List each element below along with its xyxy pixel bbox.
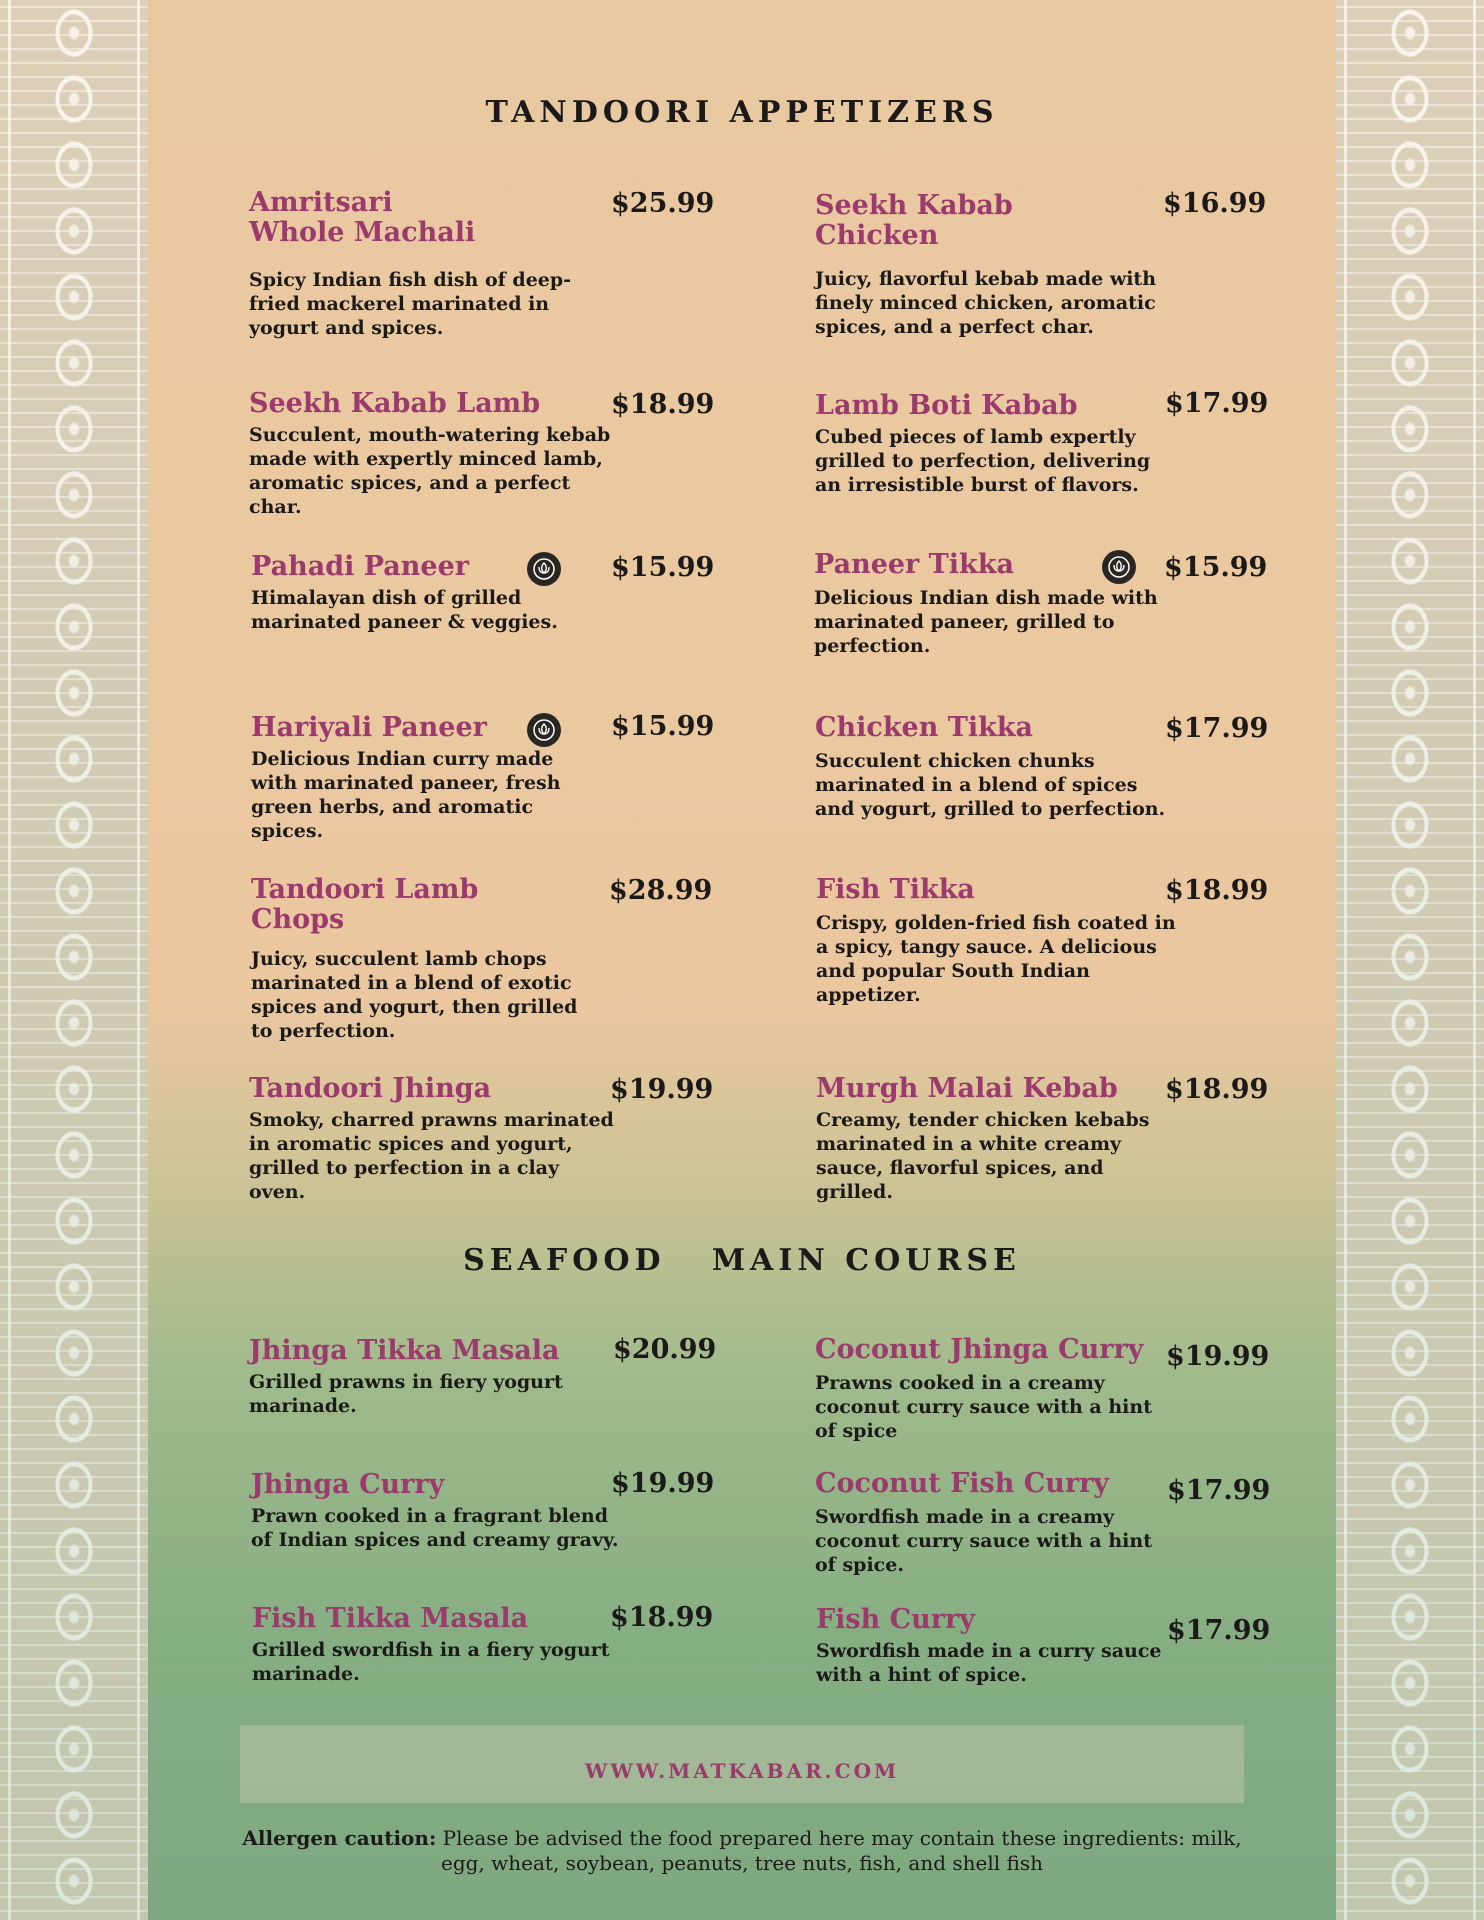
item-description: Himalayan dish of grilled marinated paneer & veggies.: [251, 587, 558, 633]
item-description: Grilled prawns in fiery yogurt marinade.: [249, 1371, 563, 1417]
item-description: Juicy, succulent lamb chops marinated in a blend of exotic spices and yogurt, then grilled to perfection.: [251, 948, 578, 1042]
section-title-tandoori: TANDOORI APPETIZERS: [485, 95, 999, 130]
item-description: Succulent, mouth-watering kebab made with expertly minced lamb, aromatic spices, and a perfect char.: [249, 424, 611, 518]
allergen-text: Please be advised the food prepared here may contain these ingredients: milk, egg, wheat, soybean, peanuts, tree nuts, fish, and shell fish: [436, 1826, 1242, 1875]
item-name: Paneer Tikka: [814, 549, 1014, 580]
menu-item: [815, 388, 1305, 497]
item-description: Creamy, tender chicken kebabs marinated in a white creamy sauce, flavorful spices, and grilled.: [816, 1109, 1150, 1203]
item-price: $19.99: [611, 1468, 715, 1499]
item-description: Juicy, flavorful kebab made with finely minced chicken, aromatic spices, and a perfect char.: [815, 268, 1157, 338]
item-description: Swordfish made in a creamy coconut curry sauce with a hint of spice.: [815, 1506, 1152, 1576]
item-description: Smoky, charred prawns marinated in aromatic spices and yogurt, grilled to perfection in a clay oven.: [249, 1109, 614, 1203]
menu-item: [816, 875, 1306, 1007]
item-name: Jhinga Tikka Masala: [249, 1335, 560, 1366]
item-price: $18.99: [611, 389, 715, 420]
item-name: Murgh Malai Kebab: [816, 1073, 1118, 1104]
item-price: $18.99: [1165, 1074, 1269, 1105]
menu-item: [815, 1335, 1305, 1443]
item-price: $16.99: [1163, 188, 1267, 219]
menu-item: [816, 1074, 1306, 1204]
menu-item: [251, 552, 741, 634]
item-price: $18.99: [1165, 875, 1269, 906]
item-description: Crispy, golden-fried fish coated in a spicy, tangy sauce. A delicious and popular South Indian appetizer.: [816, 912, 1176, 1006]
item-price: $15.99: [611, 711, 715, 742]
item-description: Delicious Indian dish made with marinated paneer, grilled to perfection.: [814, 587, 1158, 657]
menu-item: [815, 188, 1305, 339]
menu-item: [815, 1469, 1305, 1577]
item-price: $18.99: [610, 1602, 714, 1633]
item-name: Pahadi Paneer: [251, 551, 470, 582]
section-title-seafood: SEAFOOD MAIN COURSE: [463, 1243, 1021, 1278]
item-price: $17.99: [1167, 1615, 1271, 1646]
item-name: Seekh Kabab Chicken: [815, 190, 1013, 251]
website-link[interactable]: WWW.MATKABAR.COM: [584, 1759, 900, 1783]
item-name: Hariyali Paneer: [251, 712, 487, 743]
item-name: Chicken Tikka: [815, 712, 1033, 743]
menu-item: [251, 1470, 741, 1552]
item-name: Jhinga Curry: [251, 1469, 445, 1500]
menu-item: [251, 875, 741, 1043]
item-description: Prawns cooked in a creamy coconut curry sauce with a hint of spice: [815, 1372, 1152, 1442]
menu-item: [252, 1604, 742, 1686]
menu-item: [816, 1605, 1306, 1687]
item-name: Fish Curry: [816, 1604, 975, 1635]
item-name: Amritsari Whole Machali: [249, 187, 476, 248]
item-name: Tandoori Lamb Chops: [251, 874, 479, 935]
item-description: Spicy Indian fish dish of deep-fried mackerel marinated in yogurt and spices.: [249, 269, 572, 339]
item-price: $17.99: [1167, 1475, 1271, 1506]
item-description: Prawn cooked in a fragrant blend of Indian spices and creamy gravy.: [251, 1505, 619, 1551]
item-price: $17.99: [1165, 388, 1269, 419]
item-name: Fish Tikka Masala: [252, 1603, 529, 1634]
menu-item: [249, 1336, 739, 1418]
menu-item: [249, 188, 739, 340]
decorative-border-right: [1336, 0, 1484, 1920]
item-price: $15.99: [1164, 552, 1268, 583]
item-price: $19.99: [1166, 1341, 1270, 1372]
item-name: Fish Tikka: [816, 874, 975, 905]
item-price: $28.99: [609, 875, 713, 906]
menu-item: [814, 550, 1304, 658]
item-description: Swordfish made in a curry sauce with a hint of spice.: [816, 1640, 1162, 1686]
menu-item: [249, 389, 739, 519]
vegetarian-leaf-icon: [527, 552, 561, 586]
menu-item: [815, 713, 1305, 821]
item-description: Cubed pieces of lamb expertly grilled to perfection, delivering an irresistible burst of flavors.: [815, 426, 1151, 496]
allergen-notice: [240, 1826, 1244, 1876]
item-name: Coconut Jhinga Curry: [815, 1334, 1144, 1365]
item-price: $20.99: [613, 1334, 717, 1365]
item-price: $25.99: [611, 188, 715, 219]
item-price: $15.99: [611, 552, 715, 583]
item-price: $19.99: [610, 1074, 714, 1105]
item-description: Delicious Indian curry made with marinated paneer, fresh green herbs, and aromatic spices.: [251, 748, 561, 842]
allergen-label: Allergen caution:: [242, 1826, 437, 1850]
item-name: Seekh Kabab Lamb: [249, 388, 541, 419]
menu-item: [249, 1074, 739, 1204]
item-name: Tandoori Jhinga: [249, 1073, 492, 1104]
decorative-border-left: [0, 0, 148, 1920]
item-name: Lamb Boti Kabab: [815, 390, 1078, 421]
item-name: Coconut Fish Curry: [815, 1468, 1109, 1499]
item-price: $17.99: [1165, 713, 1269, 744]
menu-item: [251, 713, 741, 843]
vegetarian-leaf-icon: [527, 713, 561, 747]
item-description: Grilled swordfish in a fiery yogurt marinade.: [252, 1639, 610, 1685]
item-description: Succulent chicken chunks marinated in a blend of spices and yogurt, grilled to perfection.: [815, 750, 1166, 820]
vegetarian-leaf-icon: [1102, 550, 1136, 584]
